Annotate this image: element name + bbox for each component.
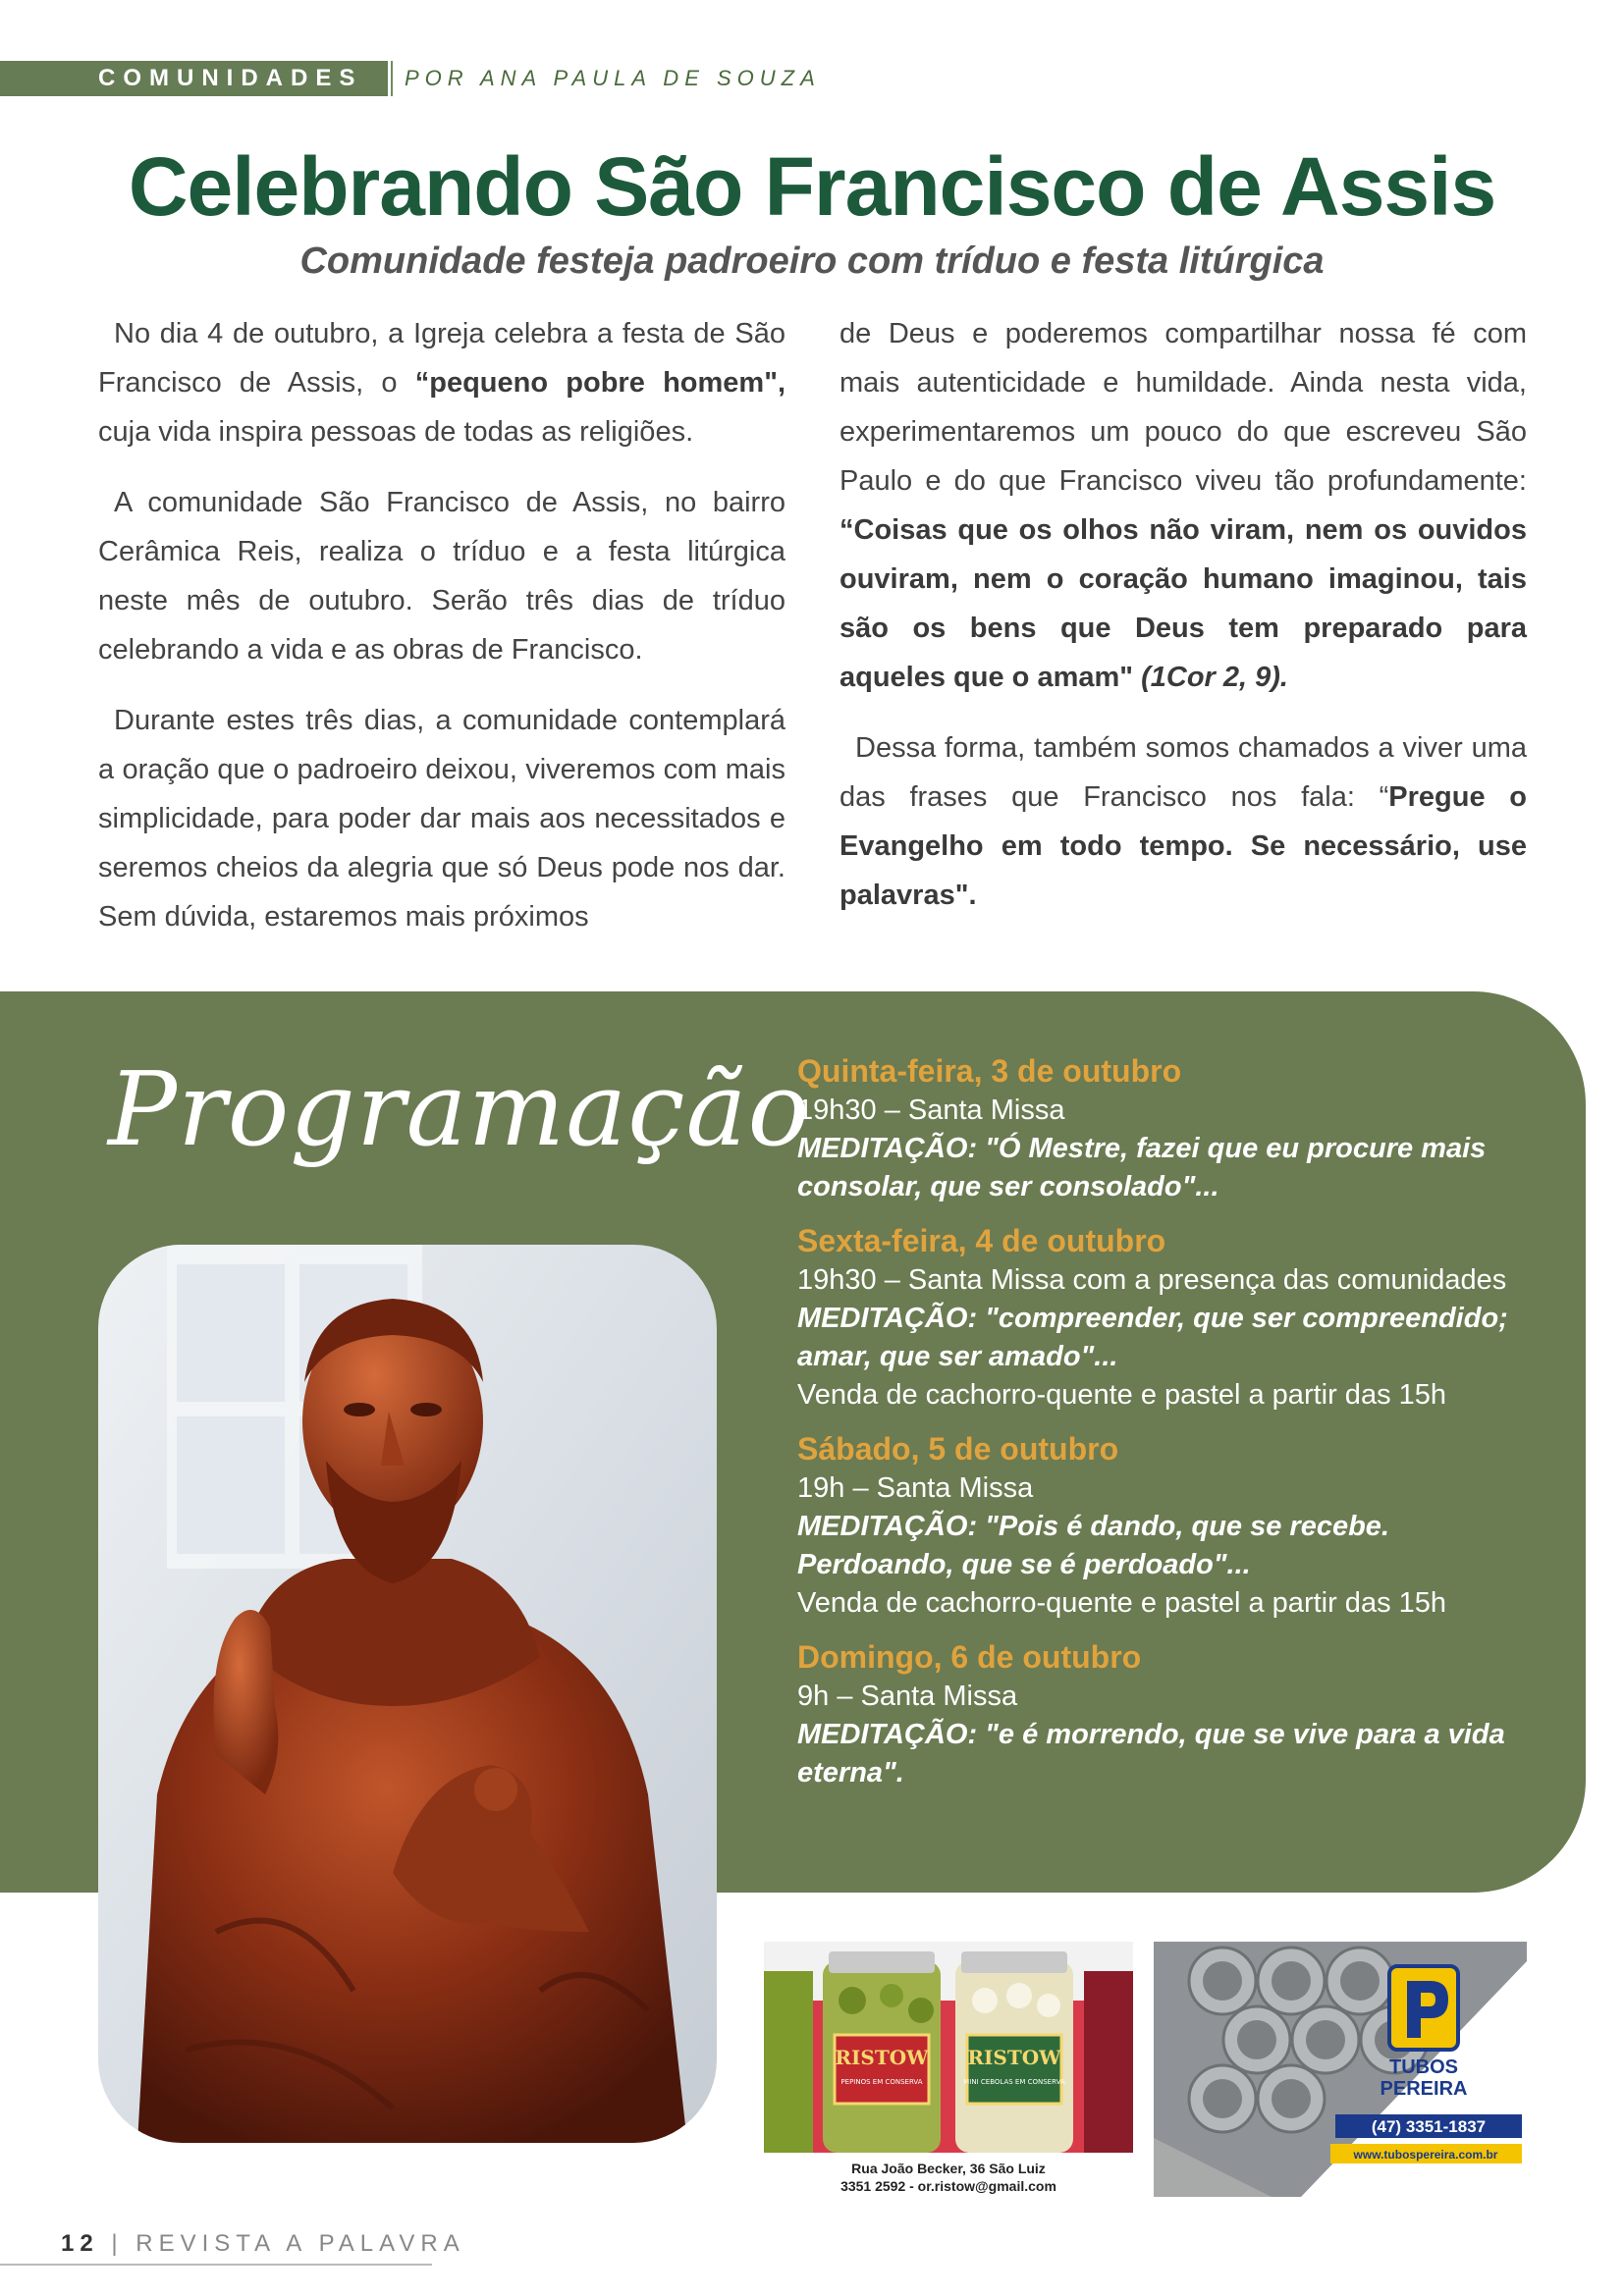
article-column-right <box>839 309 1527 941</box>
article-column-left <box>98 309 785 941</box>
schedule-list <box>797 1050 1524 1806</box>
tubos-website: www.tubospereira.com.br <box>1353 2148 1498 2162</box>
day-meditation: MEDITAÇÃO: "Pois é dando, que se recebe. Perdoando, que se é perdoado"... <box>797 1511 1389 1580</box>
paragraph-1: No dia 4 de outubro, a Igreja celebra a festa de São Francisco de Assis, o “pequeno pobre homem", cuja vida inspira pessoas de todas as religiões. <box>98 318 786 448</box>
day-title: Quinta-feira, 3 de outubro <box>797 1053 1182 1089</box>
ad-ristow <box>764 1942 1133 2197</box>
paragraph-4: de Deus e poderemos compartilhar nossa fé com mais autenticidade e humildade. Ainda nesta vida, experimentaremos um pouco do que escreveu São Paulo e do que Francisco viveu tão profundamente: “Coisas que os olhos não viram, nem os ouvidos ouviram, nem o coração humano imaginou, tais são os bens que Deus tem preparado para aqueles que o amam" (1Cor 2, 9). <box>839 318 1527 693</box>
byline: POR ANA PAULA DE SOUZA <box>405 66 821 90</box>
saint-francis-statue-photo <box>98 1245 717 2143</box>
page-number: 12 <box>61 2230 99 2257</box>
programacao-heading: Programação <box>108 1049 811 1169</box>
day-meditation: MEDITAÇÃO: "Ó Mestre, fazei que eu procure mais consolar, que ser consolado"... <box>797 1133 1487 1202</box>
emphasis-quote: “pequeno pobre homem", <box>414 367 786 399</box>
tubos-ad-artwork <box>1154 1942 1527 2197</box>
tubos-brand-line1: TUBOS <box>1389 2056 1458 2078</box>
footer-rule <box>0 2264 432 2266</box>
day-title: Domingo, 6 de outubro <box>797 1639 1142 1675</box>
article-title: Celebrando São Francisco de Assis <box>128 140 1496 233</box>
day-title: Sexta-feira, 4 de outubro <box>797 1223 1166 1258</box>
ristow-contact: 3351 2592 - or.ristow@gmail.com <box>840 2178 1056 2194</box>
schedule-day <box>797 1428 1524 1623</box>
paragraph-5: Dessa forma, também somos chamados a viver uma das frases que Francisco nos fala: “Pregue o Evangelho em todo tempo. Se necessário, use palavras". <box>839 732 1527 911</box>
bible-quote: “Coisas que os olhos não viram, nem os ouvidos ouviram, nem o coração humano imaginou, tais são os bens que Deus tem preparado para aqueles que o amam" <box>839 514 1527 693</box>
day-event: 19h30 – Santa Missa com a presença das comunidades <box>797 1264 1507 1296</box>
ristow-brand-right: RISTOW <box>967 2046 1061 2069</box>
day-title: Sábado, 5 de outubro <box>797 1431 1119 1467</box>
francis-quote: Pregue o Evangelho em todo tempo. Se necessário, use palavras". <box>839 781 1527 911</box>
schedule-day <box>797 1636 1524 1792</box>
paragraph-2: A comunidade São Francisco de Assis, no bairro Cerâmica Reis, realiza o tríduo e a festa litúrgica neste mês de outubro. Serão três dias de tríduo celebrando a vida e as obras de Francisco. <box>98 487 785 666</box>
bible-reference: (1Cor 2, 9). <box>1133 662 1288 693</box>
ristow-address: Rua João Becker, 36 São Luiz <box>851 2161 1046 2176</box>
section-label: COMUNIDADES <box>98 65 363 91</box>
statue-illustration <box>98 1245 717 2143</box>
day-meditation: MEDITAÇÃO: "e é morrendo, que se vive para a vida eterna". <box>797 1719 1505 1789</box>
paragraph-3: Durante estes três dias, a comunidade contemplará a oração que o padroeiro deixou, viveremos com mais simplicidade, para poder dar mais aos necessitados e seremos cheios da alegria que só Deus pode nos dar. Sem dúvida, estaremos mais próximos <box>98 705 785 933</box>
day-event: 19h30 – Santa Missa <box>797 1095 1065 1126</box>
day-extra: Venda de cachorro-quente e pastel a partir das 15h <box>797 1587 1447 1619</box>
ristow-jar1-label: PEPINOS EM CONSERVA <box>840 2078 923 2086</box>
ad-tubos-pereira <box>1154 1942 1527 2197</box>
header-divider <box>391 61 393 96</box>
day-event: 19h – Santa Missa <box>797 1472 1034 1504</box>
publication-name: REVISTA A PALAVRA <box>135 2230 465 2257</box>
schedule-day <box>797 1220 1524 1415</box>
ristow-brand-left: RISTOW <box>835 2046 929 2069</box>
day-extra: Venda de cachorro-quente e pastel a partir das 15h <box>797 1379 1447 1411</box>
ristow-jar2-label: MINI CEBOLAS EM CONSERVA <box>963 2078 1065 2086</box>
day-event: 9h – Santa Missa <box>797 1681 1018 1712</box>
tubos-phone: (47) 3351-1837 <box>1371 2117 1487 2136</box>
tubos-brand-line2: PEREIRA <box>1380 2078 1468 2100</box>
day-meditation: MEDITAÇÃO: "compreender, que ser compreendido; amar, que ser amado"... <box>797 1303 1508 1372</box>
article-subtitle: Comunidade festeja padroeiro com tríduo e festa litúrgica <box>299 240 1325 282</box>
ristow-ad-artwork <box>764 1942 1133 2197</box>
footer-separator: | <box>111 2230 136 2257</box>
footer <box>61 2226 465 2262</box>
schedule-day <box>797 1050 1524 1206</box>
